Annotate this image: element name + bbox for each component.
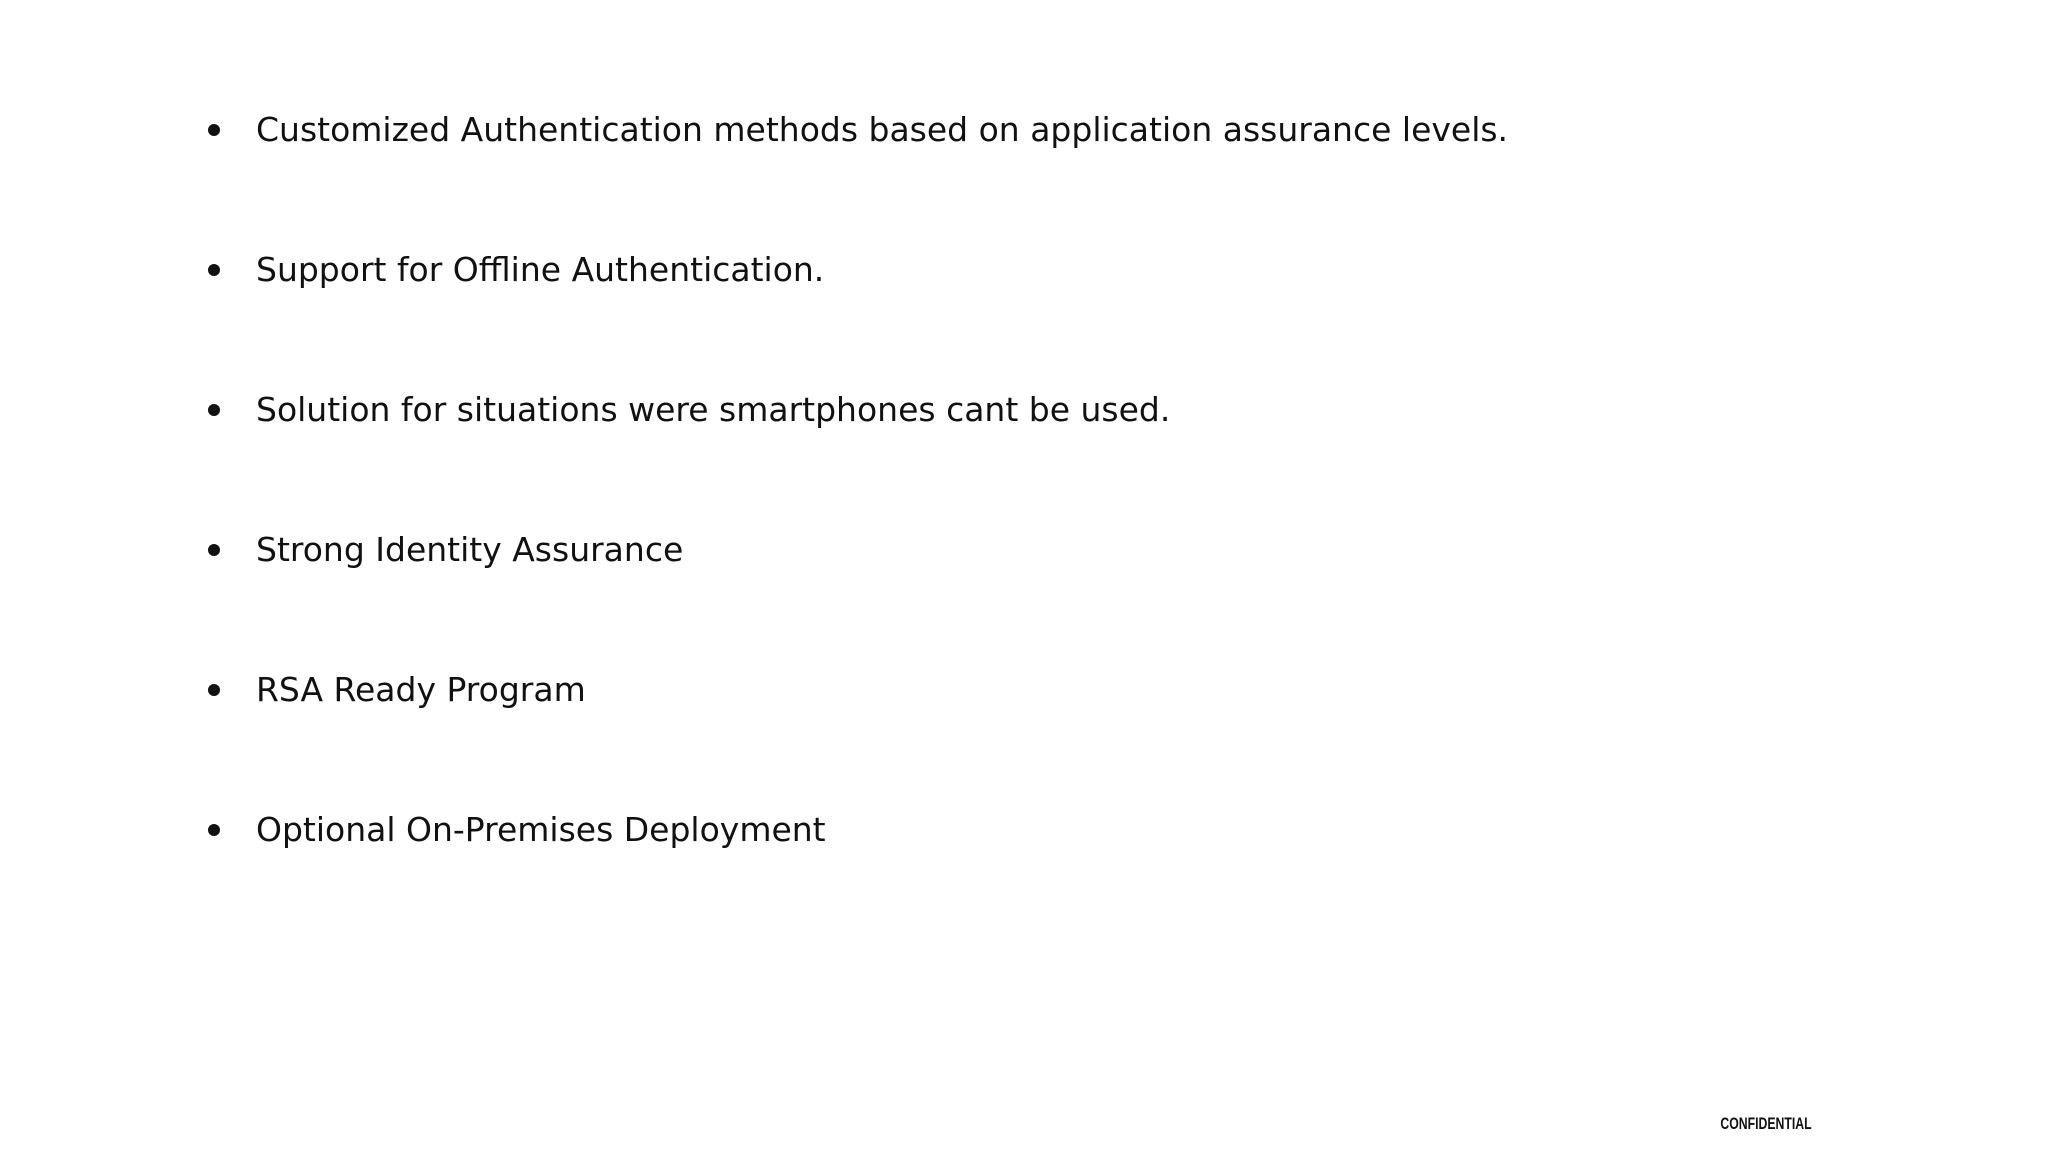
- bullet-text: RSA Ready Program: [256, 670, 586, 709]
- list-item: [208, 663, 1508, 803]
- bullet-list: [208, 103, 1508, 943]
- bullet-text: Optional On-Premises Deployment: [256, 810, 826, 849]
- list-item: [208, 383, 1508, 523]
- bullet-icon: [208, 124, 220, 136]
- bullet-text: Strong Identity Assurance: [256, 530, 684, 569]
- bullet-icon: [208, 264, 220, 276]
- bullet-icon: [208, 544, 220, 556]
- list-item: [208, 523, 1508, 663]
- list-item: [208, 103, 1508, 243]
- bullet-icon: [208, 684, 220, 696]
- list-item: [208, 803, 1508, 943]
- list-item: [208, 243, 1508, 383]
- bullet-icon: [208, 404, 220, 416]
- bullet-text: Solution for situations were smartphones cant be used.: [256, 390, 1171, 429]
- confidential-label: CONFIDENTIAL: [1720, 1114, 1812, 1133]
- bullet-icon: [208, 824, 220, 836]
- bullet-text: Support for Offline Authentication.: [256, 250, 825, 289]
- bullet-text: Customized Authentication methods based on application assurance levels.: [256, 110, 1509, 149]
